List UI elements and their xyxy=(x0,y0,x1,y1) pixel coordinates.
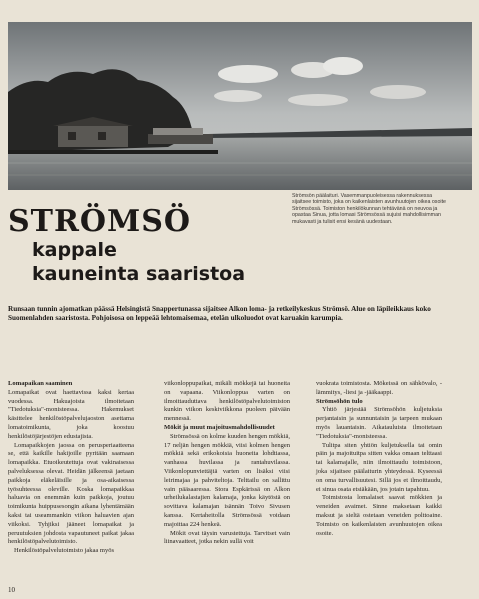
paragraph: Lomapaikkojen jaossa on perusperiaatteena se, että kaikille hakijoille pyritään saamaan lomapaikka. Etuoikeutettuja ovat vakinaisessa palveluksessa olevat. Heidän jälkeensä jaetaan paikkoja eläkeläisille ja osa-aikaisessa työsuhteessa oleville. Koska lomapaikkaa haluavia on enemmän kuin paikkoja, joutuu toimikunta huippusesongin aikana lyhentämään kaksi tai useammankin viikon haluavien ajan viikoksi. Tyhjiksi jääneet lomapaikat ja peruutuksien johdosta vapautuneet paikat jakaa henkilöstöpalvelutoimisto. xyxy=(8,441,134,546)
photo-caption: Strömsön päälaituri. Vasemmanpuoleisessa rakennuksessa sijaitsee toimisto, joka on kaikenlaisten avunhuutojen oikea osoite Strömsössä. Toimiston henkilökunnan tehtävänä on neuvoa ja opastaa Sinua, jotta lomasi Strömsössä sujuisi mahdollisimman mukavasti ja tulisit ensi kesänä uudestaan. xyxy=(292,193,446,225)
article-subtitle xyxy=(32,238,272,286)
subtitle-line-1: kappale xyxy=(32,239,117,261)
subtitle-line-2: kauneinta saaristoa xyxy=(32,263,246,285)
text-column-2 xyxy=(164,380,290,547)
section-heading-lomapaikka: Lomapaikan saaminen xyxy=(8,380,73,387)
paragraph: Lomapaikat ovat haettavissa kaksi kertaa vuodessa. Hakuajoista ilmoitetaan "Tiedotuksia"-monisteessa. Hakemukset käsittelee henkilöstöpalvelujaoston asettama lomatoimikunta, joka koostuu henkilöstöjärjestöjen edustajista. xyxy=(8,388,134,440)
text-column-3 xyxy=(316,380,442,538)
lead-paragraph: Runsaan tunnin ajomatkan päässä Helsingistä Snappertunassa sijaitsee Alkon loma- ja retkeilykeskus Strömsö. Alue on läpileikkaus koko Suomenlahden saaristosta. Pohjoisosa on leppeää lehtomaisemaa, etelän ulkoluodot ovat karuakin karumpia. xyxy=(8,305,431,322)
paragraph: vuokrata toimistosta. Mökeissä on sähkövalo, -lämmitys, -liesi ja -jääkaappi. xyxy=(316,380,442,396)
paragraph: Strömsössä on kolme kuuden hengen mökkiä, 17 neljän hengen mökkiä, viisi kolmen hengen mökkiä sekä erikokoisia huoneita lohdtiassa, vanhassa huvilassa ja rantahuvilassa. Viikonlopunviettäjiä varten on lisäksi viisi leirimajaa ja pahviteltoja. Telttailu on sallittu vain pääsaaressa. Stora Espkärissä on Alkon urheilukalastajien kalamaja, jonka käytöstä on sovittava kalamajan isännän Toivo Sivusen kanssa. Kertaheitolla Strömsössä voidaan majoittaa 224 henkeä. xyxy=(164,432,290,528)
paragraph: Henkilöstöpalvelutoimisto jakaa myös xyxy=(14,547,115,555)
paragraph: Mökit ovat täysin varustettuja. Tarvitset vain liinavaatteet, jotka nekin sullä voit xyxy=(164,529,290,546)
paragraph: Tulitpa siten yhtiön kuljetuksella tai omin päin ja majoituitpa sitten vakka omaan telttaasi tai kalamajalle, niin ilmoittaudu toimistoon, joka sijaitsee päälaiturin yhteydessä. Kyseessä on oma turvallisuutesi. Sillä jos et ilmoittaudu, ei sinua osata etsiäkään, jos jotain tapahtuu. xyxy=(316,441,442,493)
paragraph: Toimistosta lomalaiset saavat mökkien ja veneiden avaimet. Sinne maksetaan kaikki maksut ja sieltä ostetaan veneiden polttoaine. Toimisto on kaikenlaisten avunhuutojen oikea osoite. xyxy=(316,494,442,537)
paragraph: viikonloppupaikat, mikäli mökkejä tai huoneita on vapaana. Viikonloppua varten on ilmoittauduttava henkilöstöpalvelutoimiston kunkin viikon keskiviikkona puoleen päivään mennessä. xyxy=(164,380,290,423)
section-heading-mokit: Mökit ja muut majoitusmahdollisuudet xyxy=(164,423,275,431)
section-heading-strömsöhön-tulo: Strömsöhön tulo xyxy=(316,397,363,405)
paragraph: Yhtiö järjestää Strömsöhön kuljetuksia perjantaisin ja sunnuntaisin ja tarpeen mukaan myös lauantaisin. Aikatauluista ilmoitetaan "Tiedotuksia"-monisteessa. xyxy=(316,406,442,440)
page-number: 10 xyxy=(8,586,15,594)
harbour-photo xyxy=(8,22,472,190)
text-column-1 xyxy=(8,380,134,556)
article-title: STRÖMSÖ xyxy=(8,204,192,239)
